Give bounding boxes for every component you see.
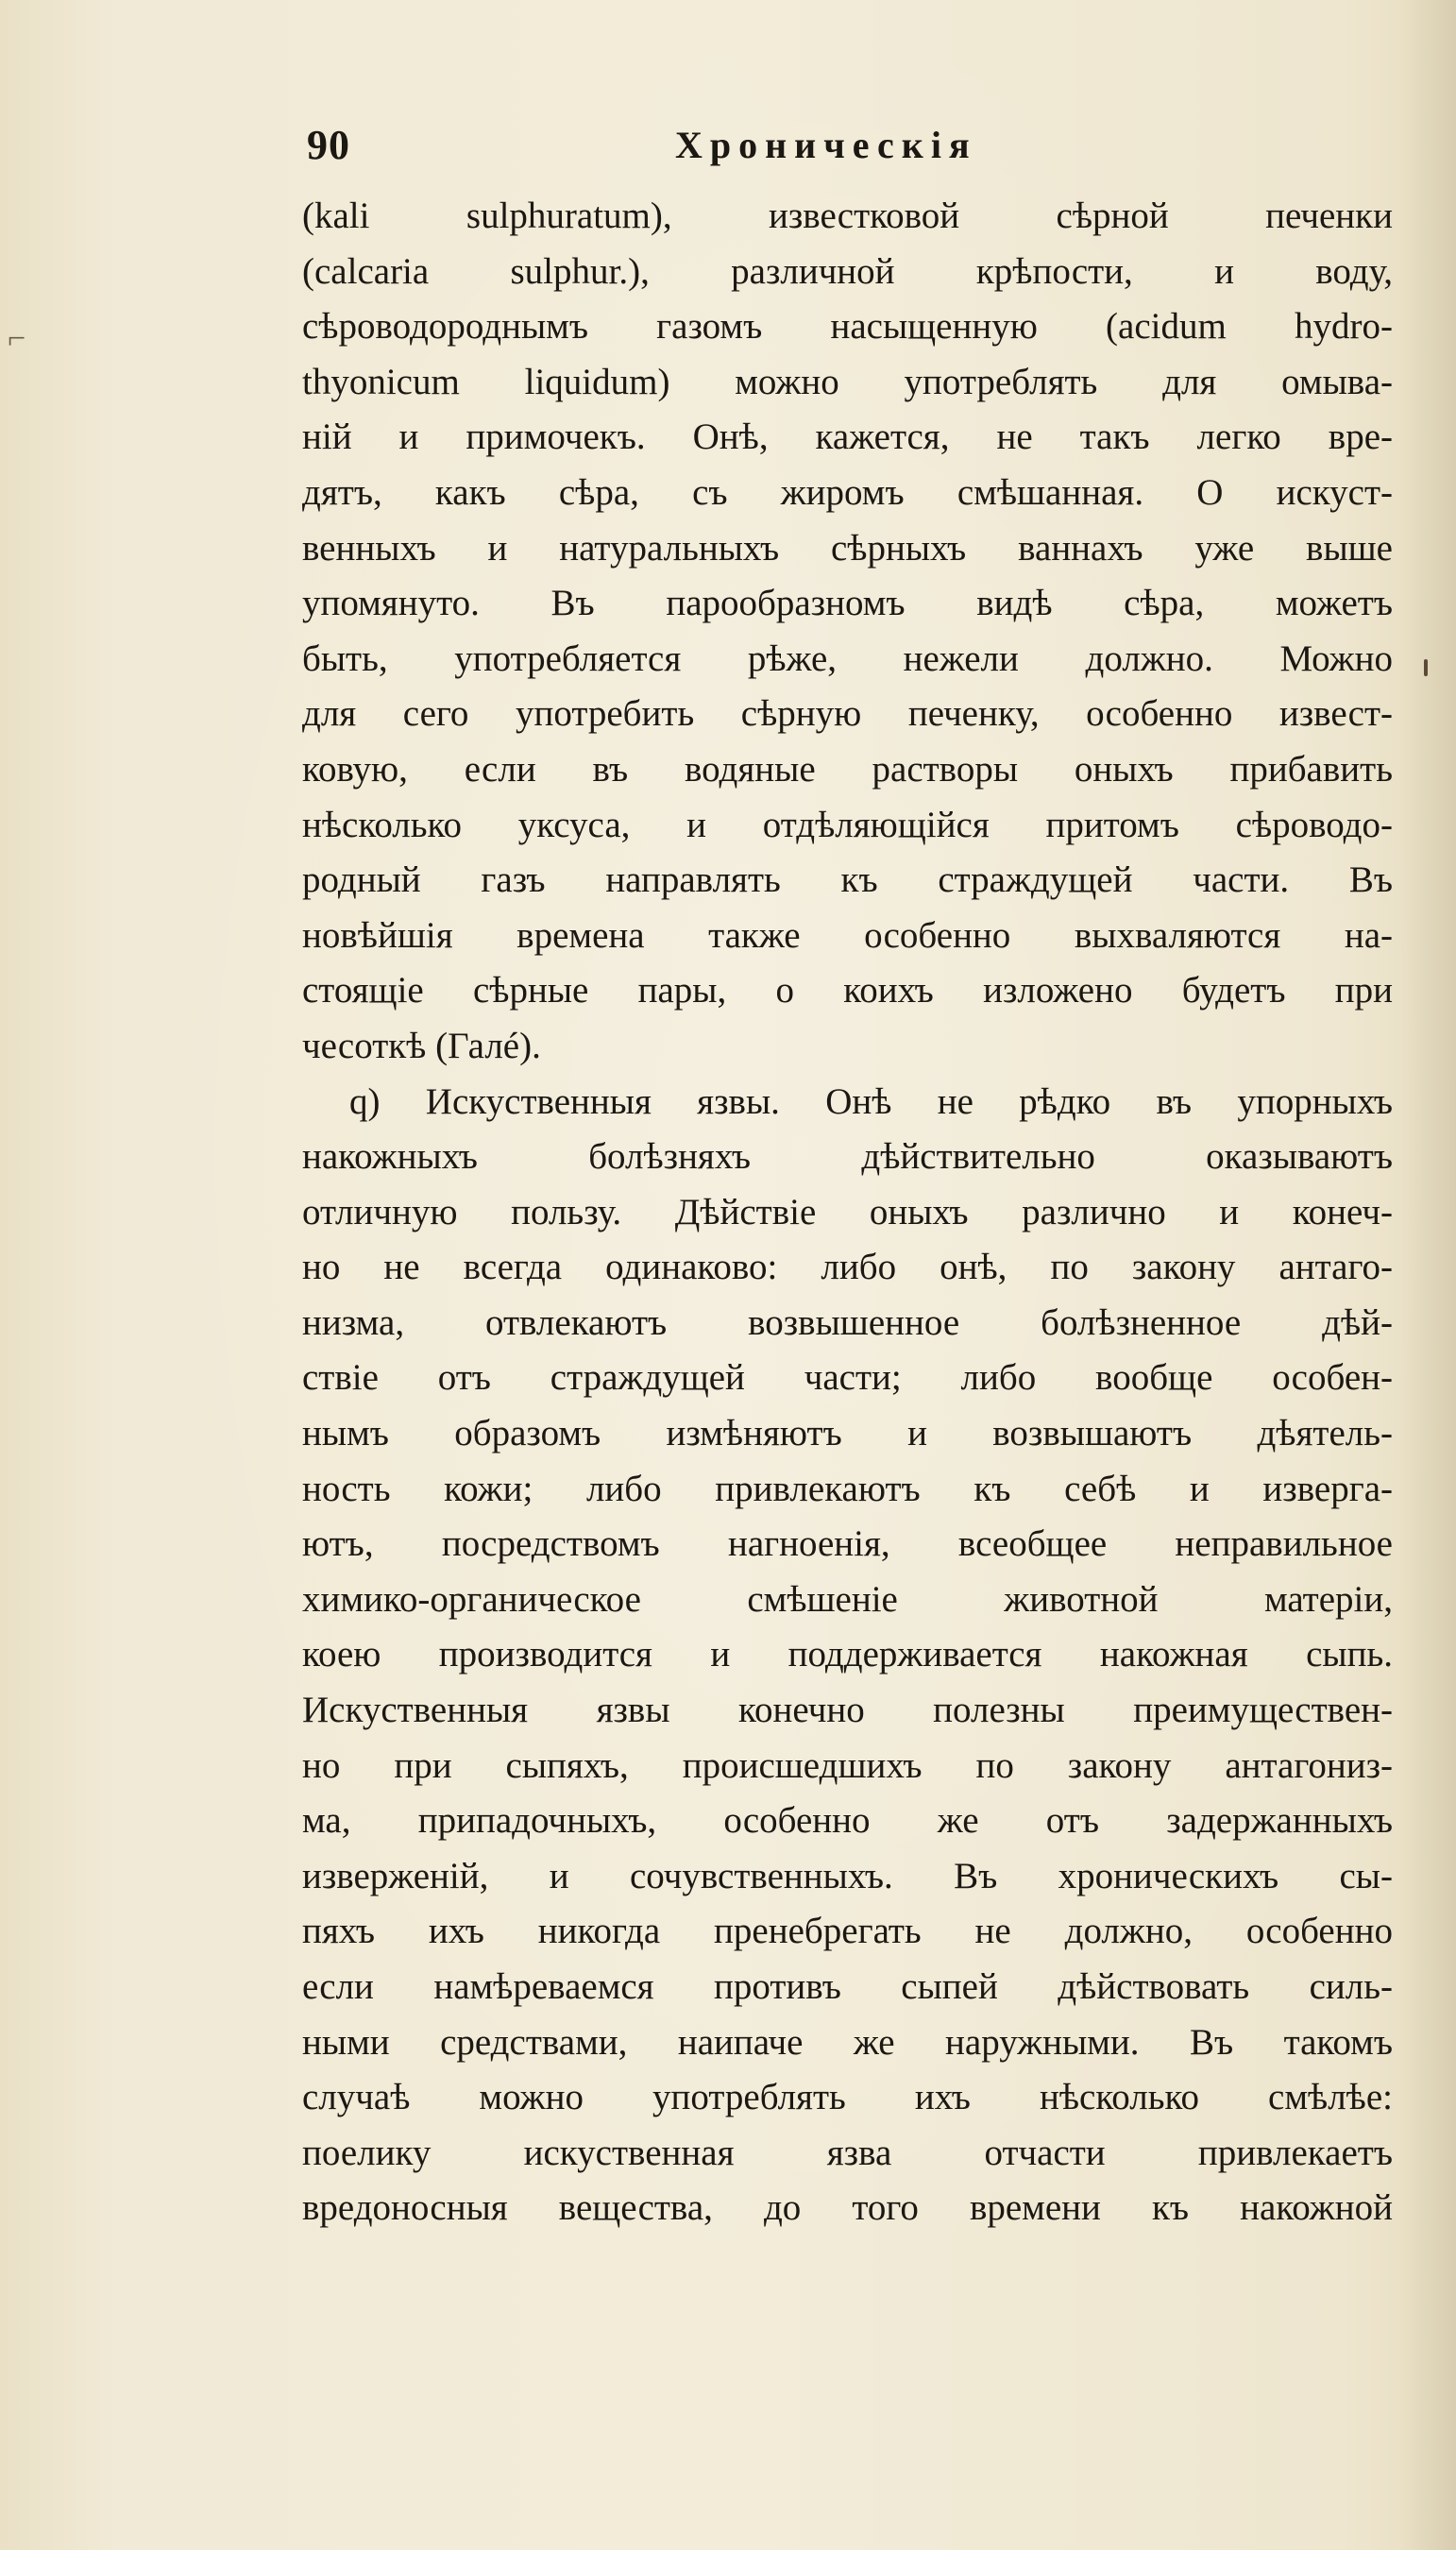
page-number: 90 — [307, 122, 350, 168]
text-line: ній и примочекъ. Онѣ, кажется, не такъ легко вре- — [302, 416, 1393, 458]
text-line: но при сыпяхъ, происшедшихъ по закону антагониз- — [302, 1744, 1393, 1786]
text-line: для сего употребить сѣрную печенку, особенно извест- — [302, 693, 1393, 735]
text-line: случаѣ можно употреблять ихъ нѣсколько смѣлѣе: — [302, 2077, 1393, 2118]
text-line: родный газъ направлять къ страждущей части. Въ — [302, 859, 1393, 901]
text-line: (kali sulphuratum), известковой сѣрной печенки — [302, 196, 1393, 236]
text-line: ными средствами, наипаче же наружными. Въ такомъ — [302, 2021, 1393, 2063]
page-binding-shadow — [1399, 0, 1456, 2550]
page-header — [307, 121, 1393, 178]
text-line: нѣсколько уксуса, и отдѣляющійся притомъ сѣроводо- — [302, 804, 1393, 845]
text-line: вредоносныя вещества, до того времени къ накожной — [302, 2187, 1393, 2229]
text-line: стоящіе сѣрные пары, о коихъ изложено будетъ при — [302, 970, 1393, 1012]
section-heading-line: q) Искуственныя язвы. Онѣ не рѣдко въ упорныхъ — [349, 1080, 1393, 1122]
text-line: новѣйшія времена также особенно выхваляются на- — [302, 914, 1393, 956]
text-line: thyonicum liquidum) можно употреблять для омыва- — [302, 361, 1393, 402]
text-line: нымъ образомъ измѣняютъ и возвышаютъ дѣятель- — [302, 1413, 1393, 1454]
text-line: поелику искуственная язва отчасти привлекаетъ — [302, 2132, 1393, 2173]
ink-speck — [1424, 659, 1428, 676]
text-line: химико-органическое смѣшеніе животной матеріи, — [302, 1578, 1393, 1620]
text-line: венныхъ и натуральныхъ сѣрныхъ ваннахъ уже выше — [302, 527, 1393, 569]
text-line: коею производится и поддерживается накожная сыпь. — [302, 1634, 1393, 1675]
body-text — [302, 189, 1393, 2236]
text-line: если намѣреваемся противъ сыпей дѣйствовать силь- — [302, 1966, 1393, 2007]
text-line: сѣроводороднымъ газомъ насыщенную (acidum hydro- — [302, 306, 1393, 348]
text-line: ствіе отъ страждущей части; либо вообще особен- — [302, 1357, 1393, 1399]
text-line: дятъ, какъ сѣра, съ жиромъ смѣшанная. О искуст- — [302, 471, 1393, 513]
text-line: чесоткѣ (Галé). — [302, 1025, 541, 1066]
text-line: (calcaria sulphur.), различной крѣпости, и воду, — [302, 250, 1393, 292]
text-line: накожныхъ болѣзняхъ дѣйствительно оказываютъ — [302, 1136, 1393, 1178]
text-line: отличную пользу. Дѣйствіе оныхъ различно и конеч- — [302, 1191, 1393, 1232]
margin-mark: ⌐ — [8, 321, 26, 356]
text-line: пяхъ ихъ никогда пренебрегать не должно, особенно — [302, 1911, 1393, 1952]
text-line: ковую, если въ водяные растворы оныхъ прибавить — [302, 748, 1393, 790]
text-line: ма, припадочныхъ, особенно же отъ задержанныхъ — [302, 1800, 1393, 1842]
text-line: изверженій, и сочувственныхъ. Въ хроническихъ сы- — [302, 1855, 1393, 1896]
text-line: низма, отвлекаютъ возвышенное болѣзненное дѣй- — [302, 1301, 1393, 1343]
text-line: быть, употребляется рѣже, нежели должно. Можно — [302, 638, 1393, 679]
text-line: но не всегда одинаково: либо онѣ, по закону антаго- — [302, 1247, 1393, 1288]
text-line: ность кожи; либо привлекаютъ къ себѣ и изверга- — [302, 1468, 1393, 1509]
text-line: упомянуто. Въ парообразномъ видѣ сѣра, можетъ — [302, 583, 1393, 624]
text-line: Искуственныя язвы конечно полезны преимуществен- — [302, 1690, 1393, 1731]
running-head: Хроническія — [675, 124, 977, 166]
text-line: ютъ, посредствомъ нагноенія, всеобщее неправильное — [302, 1523, 1393, 1565]
